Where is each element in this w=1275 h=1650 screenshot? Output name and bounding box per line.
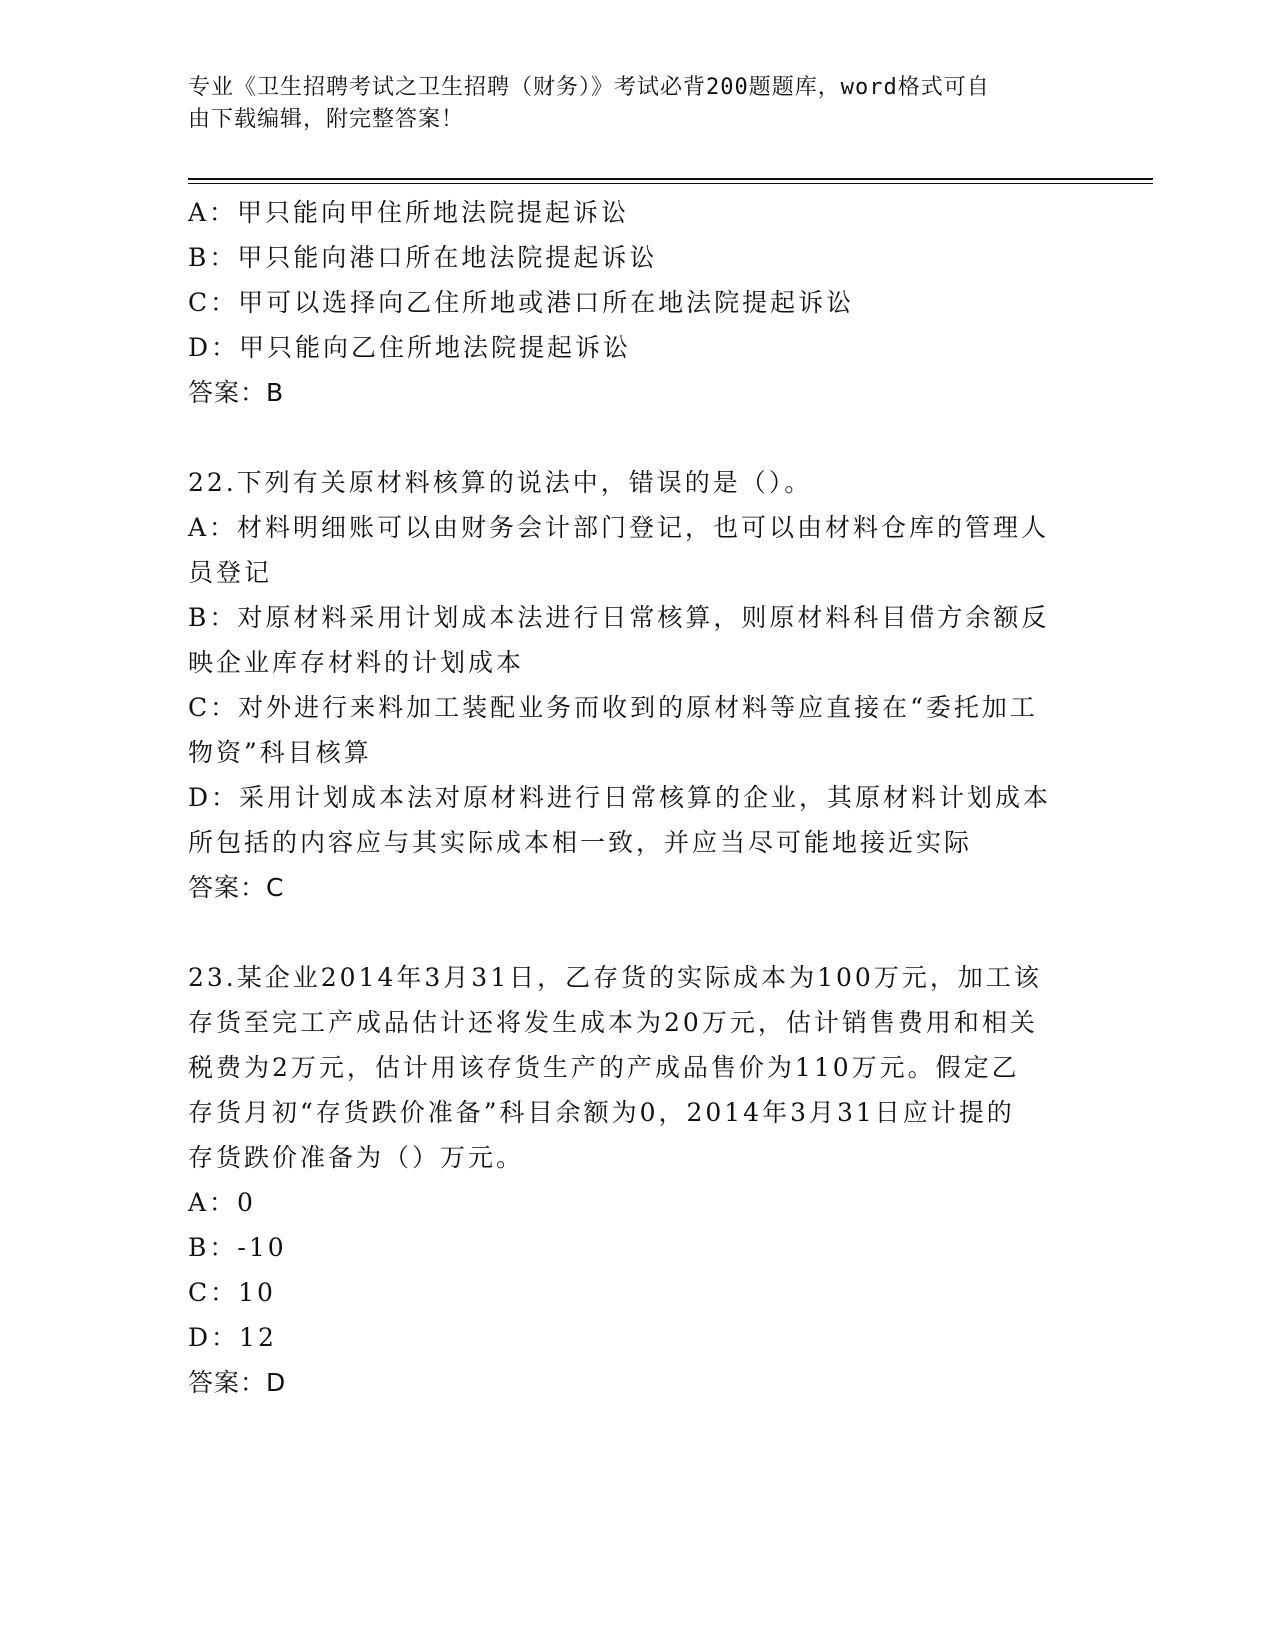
question-spacer <box>188 415 1088 460</box>
document-header <box>188 72 1068 136</box>
q23-question-line-4: 存货月初“存货跌价准备”科目余额为0，2014年3月31日应计提的 <box>188 1098 1015 1127</box>
header-divider-thin <box>188 183 1153 184</box>
q22-option-b-line-1: B：对原材料采用计划成本法进行日常核算，则原材料科目借方余额反 <box>188 603 1050 632</box>
q21-option-a: A：甲只能向甲住所地法院提起诉讼 <box>188 198 630 227</box>
q23-question-line-3: 税费为2万元，估计用该存货生产的产成品售价为110万元。假定乙 <box>188 1053 1020 1082</box>
q21-answer: 答案：B <box>188 378 285 407</box>
question-spacer <box>188 910 1088 955</box>
header-line-2: 由下载编辑，附完整答案！ <box>188 107 465 132</box>
q22-option-a-line-1: A：材料明细账可以由财务会计部门登记，也可以由材料仓库的管理人 <box>188 513 1050 542</box>
q23-option-b: B：-10 <box>188 1233 287 1262</box>
q23-question-line-5: 存货跌价准备为（）万元。 <box>188 1143 525 1172</box>
q22-option-d-line-1: D：采用计划成本法对原材料进行日常核算的企业，其原材料计划成本 <box>188 783 1052 812</box>
q23-option-d: D：12 <box>188 1323 277 1352</box>
q22-answer: 答案：C <box>188 873 285 902</box>
q23-question-line-1: 23.某企业2014年3月31日，乙存货的实际成本为100万元，加工该 <box>188 963 1042 992</box>
q22-option-d-line-2: 所包括的内容应与其实际成本相一致，并应当尽可能地接近实际 <box>188 828 973 857</box>
q22-option-c-line-2: 物资”科目核算 <box>188 738 372 767</box>
question-22-block <box>188 460 1088 910</box>
q22-option-c-line-1: C：对外进行来料加工装配业务而收到的原材料等应直接在“委托加工 <box>188 693 1038 722</box>
header-divider-thick <box>188 178 1153 180</box>
q23-option-a: A：0 <box>188 1188 256 1217</box>
header-line-1: 专业《卫生招聘考试之卫生招聘（财务）》考试必背200题题库，word格式可自 <box>188 75 990 100</box>
question-content <box>188 190 1088 1405</box>
q21-option-b: B：甲只能向港口所在地法院提起诉讼 <box>188 243 658 272</box>
q23-answer: 答案：D <box>188 1368 287 1397</box>
q23-question-line-2: 存货至完工产成品估计还将发生成本为20万元，估计销售费用和相关 <box>188 1008 1038 1037</box>
q22-option-b-line-2: 映企业库存材料的计划成本 <box>188 648 525 677</box>
question-21-block <box>188 190 1088 415</box>
q21-option-c: C：甲可以选择向乙住所地或港口所在地法院提起诉讼 <box>188 288 855 317</box>
q21-option-d: D：甲只能向乙住所地法院提起诉讼 <box>188 333 632 362</box>
q22-question: 22.下列有关原材料核算的说法中，错误的是（）。 <box>188 468 813 497</box>
q22-option-a-line-2: 员登记 <box>188 558 273 587</box>
q23-option-c: C：10 <box>188 1278 276 1307</box>
question-23-block <box>188 955 1088 1405</box>
